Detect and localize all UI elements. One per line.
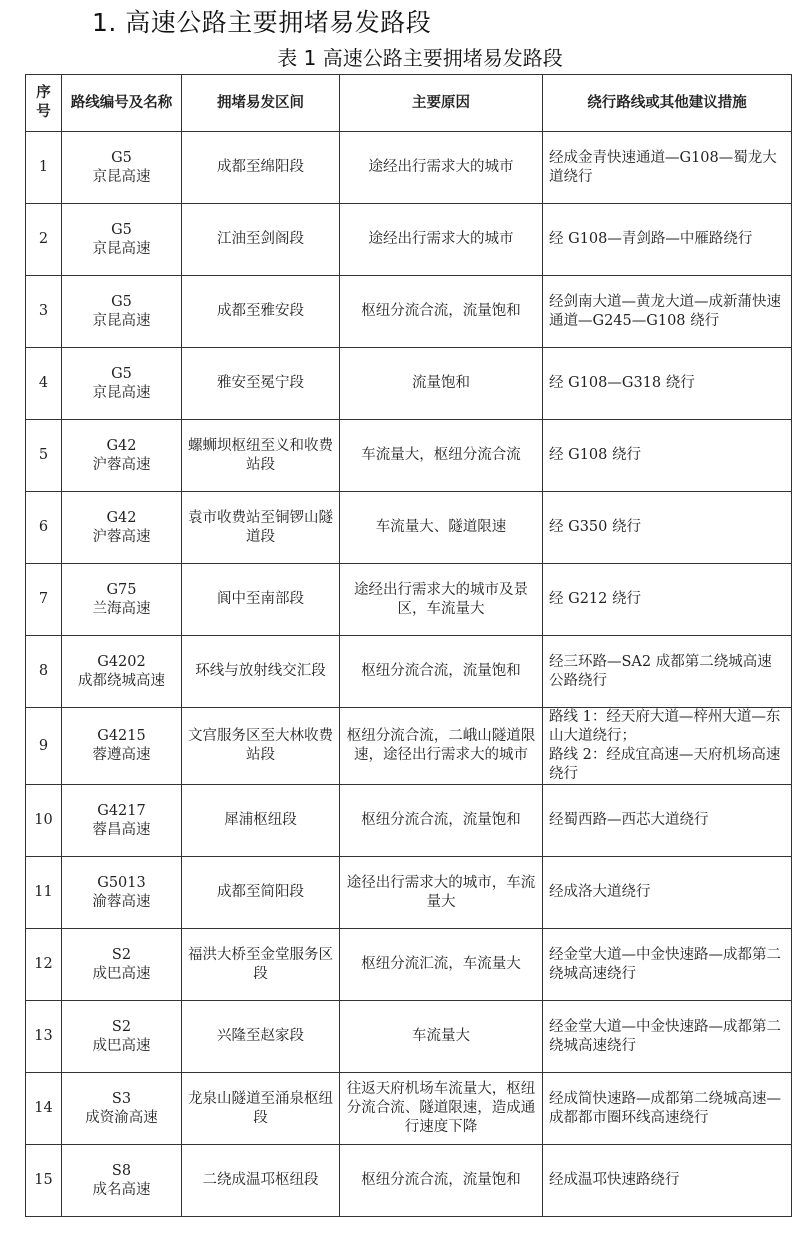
route-name: 京昆高速	[92, 168, 151, 185]
cell-detour: 经蜀西路—西芯大道绕行	[543, 785, 792, 857]
route-name: 成名高速	[92, 1181, 151, 1198]
table-row	[26, 1001, 792, 1073]
table-row	[26, 1073, 792, 1145]
cell-cause: 途经出行需求大的城市	[340, 204, 543, 276]
table-row	[26, 1145, 792, 1217]
cell-route	[62, 348, 182, 420]
cell-route	[62, 857, 182, 929]
cell-cause: 枢纽分流合流，二峨山隧道限速，途径出行需求大的城市	[340, 708, 543, 785]
route-code: G42	[106, 509, 137, 526]
cell-section: 文宫服务区至大林收费站段	[182, 708, 340, 785]
table-header-row	[26, 75, 792, 132]
cell-seq: 4	[26, 348, 62, 420]
route-name: 成巴高速	[92, 965, 151, 982]
route-code: G5	[111, 293, 132, 310]
route-code: G4215	[97, 728, 146, 744]
detour-option-2: 路线 2：经成宜高速—天府机场高速绕行	[549, 747, 781, 782]
table-row	[26, 132, 792, 204]
cell-seq: 9	[26, 708, 62, 785]
cell-cause: 枢纽分流合流，流量饱和	[340, 785, 543, 857]
cell-seq: 7	[26, 564, 62, 636]
cell-detour: 经成金青快速通道—G108—蜀龙大道绕行	[543, 132, 792, 204]
header-seq: 序号	[26, 75, 62, 132]
cell-route	[62, 132, 182, 204]
cell-seq: 14	[26, 1073, 62, 1145]
table-row	[26, 785, 792, 857]
route-name: 沪蓉高速	[92, 528, 151, 545]
cell-cause: 途经出行需求大的城市及景区，车流量大	[340, 564, 543, 636]
cell-detour: 经 G108—G318 绕行	[543, 348, 792, 420]
route-code: G5	[111, 221, 132, 238]
route-name: 京昆高速	[92, 384, 151, 401]
cell-detour: 经成简快速路—成都第二绕城高速—成都都市圈环线高速绕行	[543, 1073, 792, 1145]
cell-section: 二绕成温邛枢纽段	[182, 1145, 340, 1217]
cell-section: 福洪大桥至金堂服务区段	[182, 929, 340, 1001]
route-name: 成巴高速	[92, 1037, 151, 1054]
cell-seq: 12	[26, 929, 62, 1001]
table-row	[26, 929, 792, 1001]
cell-section: 螺蛳坝枢纽至义和收费站段	[182, 420, 340, 492]
table-row	[26, 636, 792, 708]
cell-section: 成都至雅安段	[182, 276, 340, 348]
cell-seq: 13	[26, 1001, 62, 1073]
cell-route	[62, 1073, 182, 1145]
cell-detour: 经金堂大道—中金快速路—成都第二绕城高速绕行	[543, 929, 792, 1001]
route-code: S8	[111, 1162, 132, 1179]
cell-section: 阆中至南部段	[182, 564, 340, 636]
cell-seq: 11	[26, 857, 62, 929]
route-code: G42	[106, 437, 137, 454]
cell-route	[62, 1001, 182, 1073]
route-name: 渝蓉高速	[92, 893, 151, 910]
route-name: 成都绕城高速	[78, 672, 165, 689]
table-row	[26, 708, 792, 785]
cell-section: 环线与放射线交汇段	[182, 636, 340, 708]
cell-detour: 经 G212 绕行	[543, 564, 792, 636]
route-code: G5013	[97, 874, 146, 891]
cell-section: 犀浦枢纽段	[182, 785, 340, 857]
cell-seq: 1	[26, 132, 62, 204]
cell-route	[62, 929, 182, 1001]
cell-route	[62, 708, 182, 785]
cell-seq: 2	[26, 204, 62, 276]
cell-cause: 往返天府机场车流量大，枢纽分流合流、隧道限速，造成通行速度下降	[340, 1073, 543, 1145]
cell-cause: 流量饱和	[340, 348, 543, 420]
cell-detour: 经成洛大道绕行	[543, 857, 792, 929]
route-code: G4202	[97, 653, 146, 670]
cell-cause: 车流量大，枢纽分流合流	[340, 420, 543, 492]
cell-cause: 车流量大	[340, 1001, 543, 1073]
cell-seq: 15	[26, 1145, 62, 1217]
cell-detour: 经 G350 绕行	[543, 492, 792, 564]
route-code: S2	[111, 1018, 132, 1035]
cell-cause: 枢纽分流合流，流量饱和	[340, 636, 543, 708]
route-code: S3	[111, 1090, 132, 1107]
cell-route	[62, 420, 182, 492]
route-code: G5	[111, 149, 132, 166]
cell-section: 成都至简阳段	[182, 857, 340, 929]
congestion-table	[25, 74, 792, 1217]
table-row	[26, 276, 792, 348]
cell-detour: 经 G108—青剑路—中雁路绕行	[543, 204, 792, 276]
header-detour: 绕行路线或其他建议措施	[543, 75, 792, 132]
route-name: 成资渝高速	[85, 1109, 158, 1126]
cell-section: 兴隆至赵家段	[182, 1001, 340, 1073]
cell-route	[62, 276, 182, 348]
table-row	[26, 492, 792, 564]
route-name: 兰海高速	[92, 600, 151, 617]
cell-detour: 经金堂大道—中金快速路—成都第二绕城高速绕行	[543, 1001, 792, 1073]
cell-section: 成都至绵阳段	[182, 132, 340, 204]
cell-route	[62, 492, 182, 564]
cell-seq: 6	[26, 492, 62, 564]
cell-route	[62, 1145, 182, 1217]
detour-option-1: 路线 1：经天府大道—梓州大道—东山大道绕行；	[549, 709, 781, 744]
cell-section: 龙泉山隧道至涌泉枢纽段	[182, 1073, 340, 1145]
route-name: 京昆高速	[92, 240, 151, 257]
cell-cause: 枢纽分流合流，流量饱和	[340, 1145, 543, 1217]
header-cause: 主要原因	[340, 75, 543, 132]
table-row	[26, 564, 792, 636]
header-route: 路线编号及名称	[62, 75, 182, 132]
cell-detour: 经三环路—SA2 成都第二绕城高速公路绕行	[543, 636, 792, 708]
cell-detour: 经成温邛快速路绕行	[543, 1145, 792, 1217]
cell-section: 江油至剑阁段	[182, 204, 340, 276]
route-name: 沪蓉高速	[92, 456, 151, 473]
table-caption: 表 1 高速公路主要拥堵易发路段	[277, 46, 563, 70]
cell-cause: 途经出行需求大的城市	[340, 132, 543, 204]
route-code: G75	[106, 581, 137, 598]
cell-cause: 途径出行需求大的城市，车流量大	[340, 857, 543, 929]
route-name: 蓉遵高速	[92, 747, 151, 763]
page-heading: 1. 高速公路主要拥堵易发路段	[92, 8, 432, 37]
table-row	[26, 857, 792, 929]
cell-detour: 经 G108 绕行	[543, 420, 792, 492]
header-section: 拥堵易发区间	[182, 75, 340, 132]
cell-seq: 10	[26, 785, 62, 857]
cell-seq: 5	[26, 420, 62, 492]
cell-cause: 枢纽分流汇流，车流量大	[340, 929, 543, 1001]
cell-cause: 车流量大、隧道限速	[340, 492, 543, 564]
route-name: 蓉昌高速	[92, 821, 151, 838]
route-name: 京昆高速	[92, 312, 151, 329]
cell-cause: 枢纽分流合流，流量饱和	[340, 276, 543, 348]
cell-detour: 经剑南大道—黄龙大道—成新蒲快速通道—G245—G108 绕行	[543, 276, 792, 348]
table-row	[26, 420, 792, 492]
cell-route	[62, 636, 182, 708]
cell-section: 雅安至冕宁段	[182, 348, 340, 420]
cell-detour	[543, 708, 792, 785]
table-row	[26, 204, 792, 276]
route-code: S2	[111, 946, 132, 963]
cell-seq: 3	[26, 276, 62, 348]
route-code: G4217	[97, 802, 146, 819]
cell-seq: 8	[26, 636, 62, 708]
cell-route	[62, 564, 182, 636]
cell-section: 袁市收费站至铜锣山隧道段	[182, 492, 340, 564]
cell-route	[62, 785, 182, 857]
table-row	[26, 348, 792, 420]
cell-route	[62, 204, 182, 276]
route-code: G5	[111, 365, 132, 382]
